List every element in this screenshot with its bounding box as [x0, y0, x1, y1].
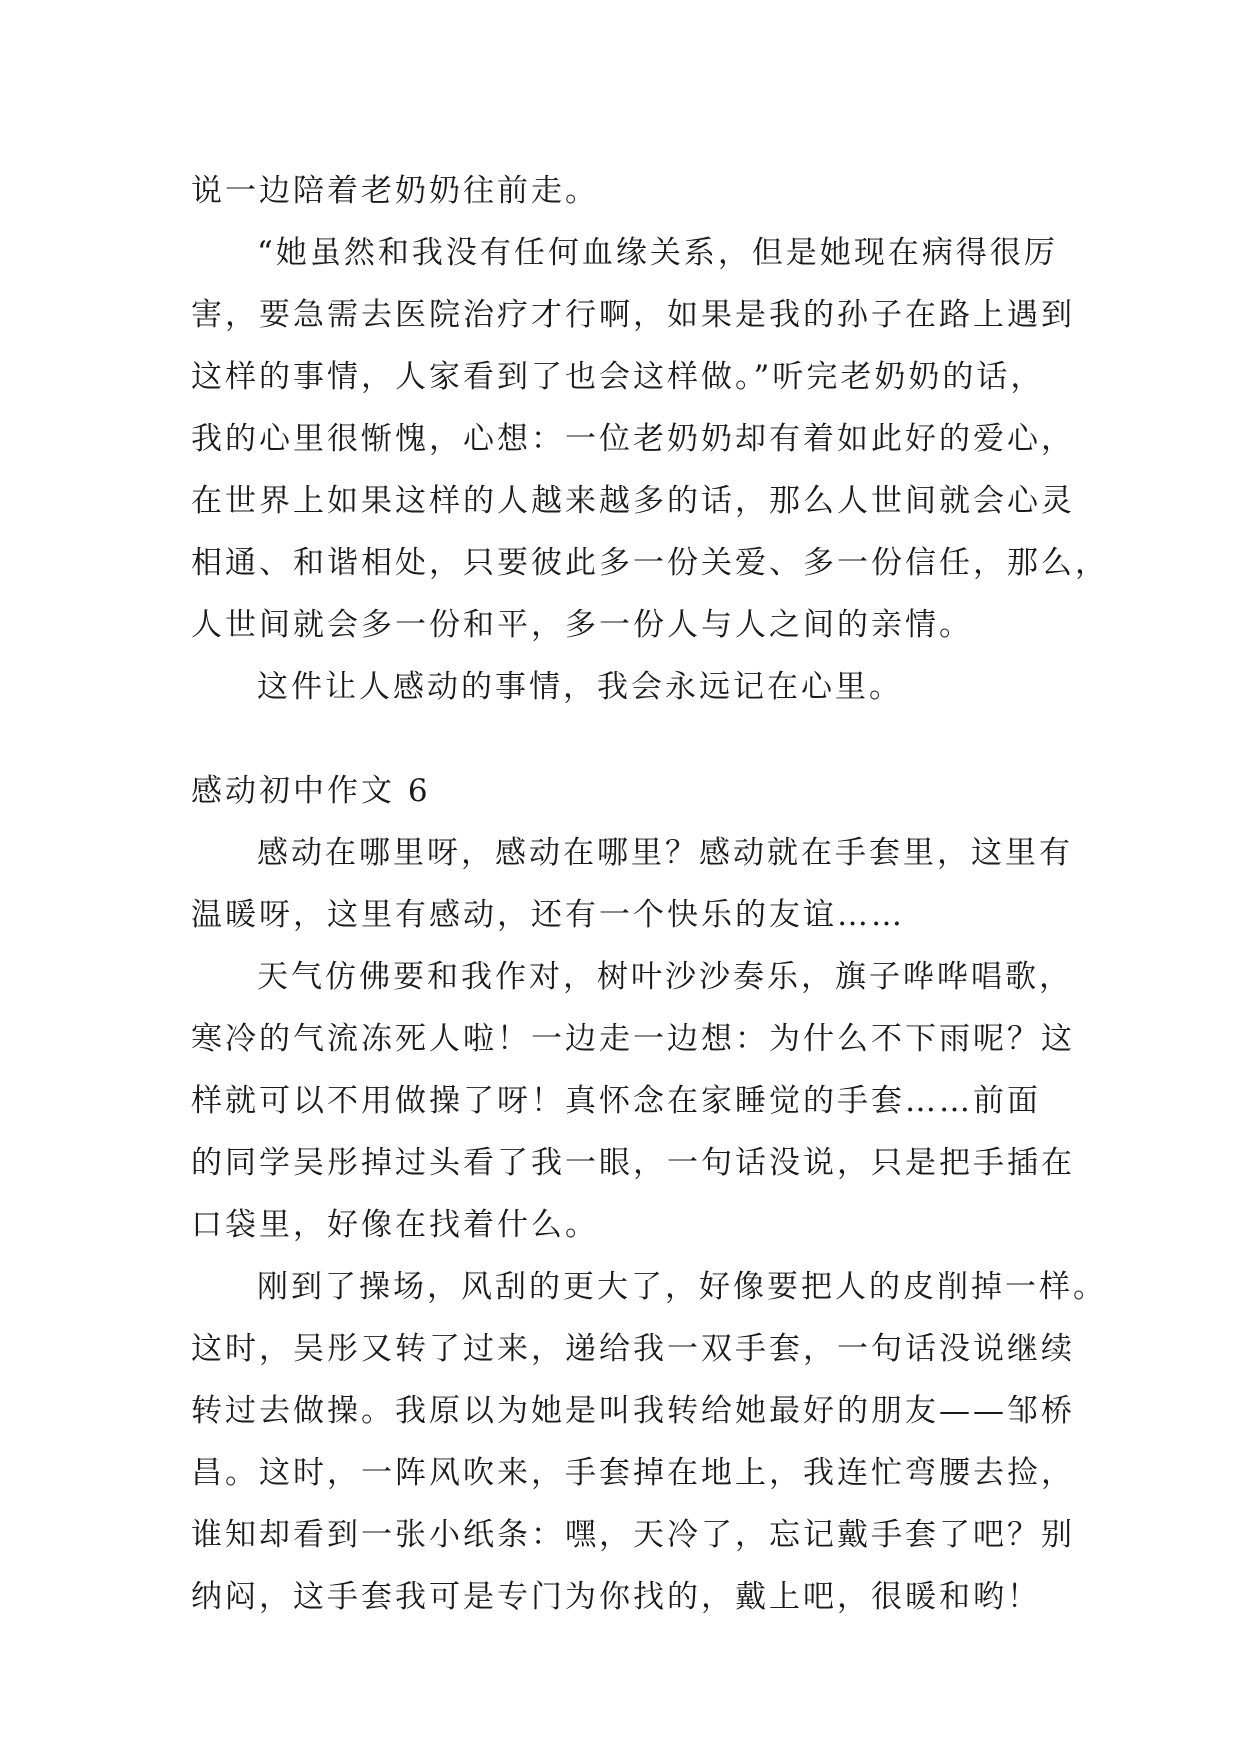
- paragraph-line: 相通、和谐相处，只要彼此多一份关爱、多一份信任，那么，: [191, 545, 1109, 581]
- paragraph-line: 的同学吴彤掉过头看了我一眼，一句话没说，只是把手插在: [191, 1145, 1075, 1181]
- paragraph-line: 我的心里很惭愧，心想：一位老奶奶却有着如此好的爱心，: [191, 421, 1075, 457]
- paragraph-line: 这样的事情，人家看到了也会这样做。”听完老奶奶的话，: [191, 359, 1045, 395]
- paragraph-line: 感动在哪里呀，感动在哪里？感动就在手套里，这里有: [257, 835, 1073, 871]
- paragraph-line: 天气仿佛要和我作对，树叶沙沙奏乐，旗子哗哗唱歌，: [257, 959, 1073, 995]
- paragraph-line: 这件让人感动的事情，我会永远记在心里。: [257, 669, 903, 705]
- paragraph-line: 温暖呀，这里有感动，还有一个快乐的友谊……: [191, 897, 905, 933]
- paragraph-line: “她虽然和我没有任何血缘关系，但是她现在病得很厉: [257, 235, 1058, 271]
- paragraph-line: 这时，吴彤又转了过来，递给我一双手套，一句话没说继续: [191, 1331, 1075, 1367]
- paragraph-line: 刚到了操场，风刮的更大了，好像要把人的皮削掉一样。: [257, 1269, 1107, 1305]
- paragraph-line: 昌。这时，一阵风吹来，手套掉在地上，我连忙弯腰去捡，: [191, 1455, 1075, 1491]
- paragraph-line: 转过去做操。我原以为她是叫我转给她最好的朋友——邹桥: [191, 1393, 1075, 1429]
- paragraph-line: 害，要急需去医院治疗才行啊，如果是我的孙子在路上遇到: [191, 297, 1075, 333]
- paragraph-line: 样就可以不用做操了呀！真怀念在家睡觉的手套……前面: [191, 1083, 1041, 1119]
- paragraph-line: 在世界上如果这样的人越来越多的话，那么人世间就会心灵: [191, 483, 1075, 519]
- paragraph-line: 口袋里，好像在找着什么。: [191, 1207, 599, 1243]
- paragraph-line: 纳闷，这手套我可是专门为你找的，戴上吧，很暖和哟！: [191, 1579, 1041, 1615]
- paragraph-line: 说一边陪着老奶奶往前走。: [191, 173, 599, 209]
- paragraph-line: 谁知却看到一张小纸条：嘿，天冷了，忘记戴手套了吧？别: [191, 1517, 1075, 1553]
- paragraph-line: 寒冷的气流冻死人啦！一边走一边想：为什么不下雨呢？这: [191, 1021, 1075, 1057]
- section-gap: [191, 718, 1061, 760]
- paragraph-line: 人世间就会多一份和平，多一份人与人之间的亲情。: [191, 607, 973, 643]
- essay-title: 感动初中作文 6: [191, 773, 431, 809]
- essay-text: [191, 160, 1109, 1628]
